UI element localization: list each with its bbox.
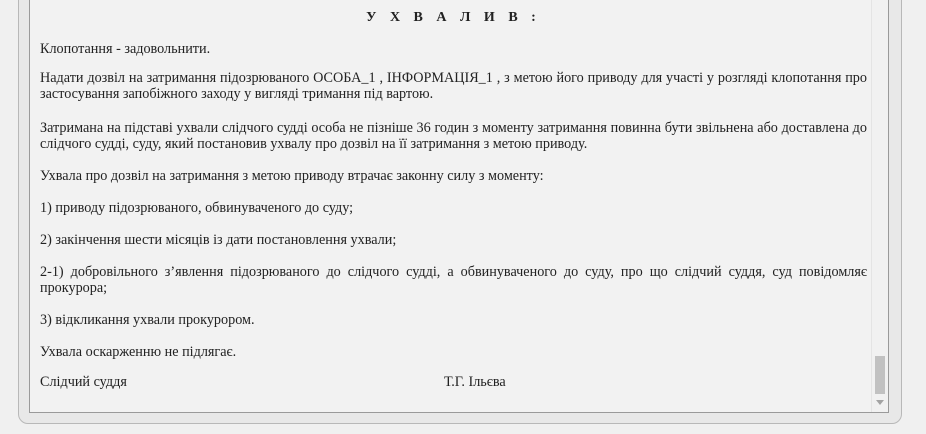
signature-name: Т.Г. Ільєва bbox=[444, 374, 506, 390]
paragraph-item-1: 1) приводу підозрюваного, обвинуваченого до суду; bbox=[40, 200, 354, 216]
paragraph-permission: Надати дозвіл на затримання підозрюваного ОСОБА_1 , ІНФОРМАЦІЯ_1 , з метою його приводу для участі у розгляді клопотання про застосування запобіжного заходу у вигляді тримання під вартою. bbox=[40, 70, 867, 102]
paragraph-item-2-1: 2-1) добровільного з’явлення підозрюваного до слідчого судді, а обвинуваченого до суду, про що слідчий суддя, суд повідомляє прокурора; bbox=[40, 264, 867, 296]
paragraph-validity-intro: Ухвала про дозвіл на затримання з метою приводу втрачає законну силу з моменту: bbox=[40, 168, 544, 184]
scroll-down-arrow-icon[interactable] bbox=[876, 400, 884, 405]
paragraph-decision: Клопотання - задовольнити. bbox=[40, 41, 211, 57]
paragraph-item-2: 2) закінчення шести місяців із дати постановлення ухвали; bbox=[40, 232, 397, 248]
document-viewer[interactable] bbox=[29, 0, 889, 413]
paragraph-item-3: 3) відкликання ухвали прокурором. bbox=[40, 312, 255, 328]
vertical-scrollbar[interactable] bbox=[871, 0, 888, 412]
document-heading: У Х В А Л И В : bbox=[366, 10, 541, 25]
scrollbar-thumb[interactable] bbox=[875, 356, 885, 394]
paragraph-detention-term: Затримана на підставі ухвали слідчого судді особа не пізніше 36 годин з моменту затримання повинна бути звільнена або доставлена до слідчого судді, суду, який постановив ухвалу про дозвіл на її затримання з метою приводу. bbox=[40, 120, 867, 152]
paragraph-appeal: Ухвала оскарженню не підлягає. bbox=[40, 344, 237, 360]
signature-label: Слідчий суддя bbox=[40, 374, 127, 390]
